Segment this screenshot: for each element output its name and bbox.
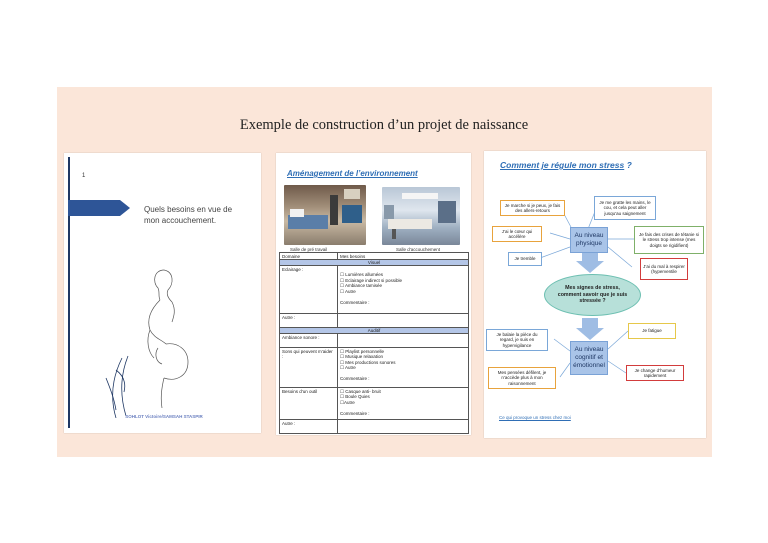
table-row <box>280 388 469 420</box>
box-humeur: Je change d’humeur rapidement <box>626 365 684 381</box>
table-cell: Besoins d’un outil <box>280 388 338 420</box>
cover-authors: SOHLOT Victoire/SAMSAH STASPIR <box>125 414 203 419</box>
stress-title-mark: ? <box>624 160 632 170</box>
comment-label: Commentaire : <box>340 299 370 305</box>
stress-title-text: Comment je régule mon stress <box>500 160 625 170</box>
band-audio: Auditif <box>280 328 469 334</box>
table-cell: Autre : <box>280 314 338 328</box>
table-cell: Eclairage : <box>280 266 338 314</box>
table-header-cell: Mes besoins <box>338 253 469 260</box>
checkbox-item[interactable]: ☐ Playlist personnelle <box>340 348 385 354</box>
cognitive-level-box: Au niveau cognitif et émotionnel <box>570 341 608 375</box>
table-cell: Autre : <box>280 420 338 434</box>
box-pensees: Mes pensées défilent, je n’accède plus à mon raisonnement <box>488 367 556 389</box>
band-visual: Visuel <box>280 260 469 266</box>
photo1-caption: Salle de pré travail <box>290 247 328 252</box>
environment-page <box>276 153 471 435</box>
table-cell: Ambiance sonore : <box>280 334 338 348</box>
banner-title: Exemple de construction d’un projet de naissance <box>239 117 529 133</box>
stress-footer-link[interactable]: Ce qui provoque un stress chez moi <box>499 415 571 420</box>
checkbox-item[interactable]: ☐ Lumières allumées <box>340 272 384 277</box>
physical-level-box: Au niveau physique <box>570 227 608 253</box>
checkbox-item[interactable]: ☐ Autre <box>340 365 356 370</box>
environment-title: Aménagement de l’environnement <box>287 169 418 178</box>
stress-page <box>484 151 706 438</box>
table-row <box>280 266 469 314</box>
box-balaie: Je balaie la pièce du regard, je suis en hypervigilance <box>486 329 548 351</box>
box-fatigue: Je fatigue <box>628 323 676 339</box>
comment-label: Commentaire : <box>340 376 370 381</box>
cover-arrow-icon <box>68 200 130 216</box>
checkbox-item[interactable]: ☐ Casque anti- bruit <box>340 388 381 394</box>
delivery-room-photo <box>382 187 460 245</box>
pregnant-woman-drawing <box>102 258 222 418</box>
box-coeur: J’ai le cœur qui accélère <box>492 226 542 242</box>
table-row <box>280 314 469 328</box>
table-cell: Sons qui peuvent m’aider : <box>280 348 338 388</box>
table-cell <box>338 348 469 388</box>
checkbox-item[interactable]: ☐ Eclairage indirect si possible <box>340 277 403 283</box>
table-cell <box>338 266 469 314</box>
table-header-cell: Domaine <box>280 253 338 260</box>
checkbox-item[interactable]: ☐ Musique relaxation <box>340 354 384 359</box>
pre-labor-room-photo <box>284 185 366 245</box>
box-tremble: Je tremble <box>508 252 542 266</box>
arrow-up-icon <box>576 251 604 273</box>
needs-table <box>279 252 469 434</box>
photo2-caption: Salle d’accouchement <box>396 247 441 252</box>
table-cell <box>338 314 469 328</box>
arrow-down-icon <box>576 318 604 340</box>
box-respirer: J’ai du mal à respirer (hyperventile <box>640 258 688 280</box>
stress-signs-oval: Mes signes de stress, comment savoir que je suis stressée ? <box>544 274 641 316</box>
table-cell <box>338 388 469 420</box>
cover-stripe <box>68 157 70 428</box>
checkbox-item[interactable]: ☐ Boule Quies <box>340 394 370 399</box>
table-cell <box>338 334 469 348</box>
box-tetanie: Je fais des crises de tétanie si le stress trop intense (mes doigts se rigidifient) <box>634 226 704 254</box>
table-row <box>280 348 469 388</box>
box-marche: Je marche si je peux, je fais des allers-retours <box>500 200 565 216</box>
checkbox-item[interactable]: ☐ Autre <box>340 288 356 294</box>
checkbox-item[interactable]: ☐ Ambiance tamisée <box>340 283 383 288</box>
cover-question: Quels besoins en vue de mon accouchement. <box>144 205 233 225</box>
checkbox-item[interactable]: ☐Autre <box>340 399 355 405</box>
table-row <box>280 334 469 348</box>
box-gratte: Je me gratte les mains, le cou, et cela peut aller jusqu’au saignement <box>594 196 656 220</box>
cover-page <box>64 153 261 433</box>
cover-mark: 1 <box>82 173 86 179</box>
table-cell <box>338 420 469 434</box>
table-row <box>280 420 469 434</box>
table-header-row <box>280 253 469 260</box>
checkbox-item[interactable]: ☐ Mes productions sonores <box>340 359 396 365</box>
comment-label: Commentaire : <box>340 410 370 416</box>
